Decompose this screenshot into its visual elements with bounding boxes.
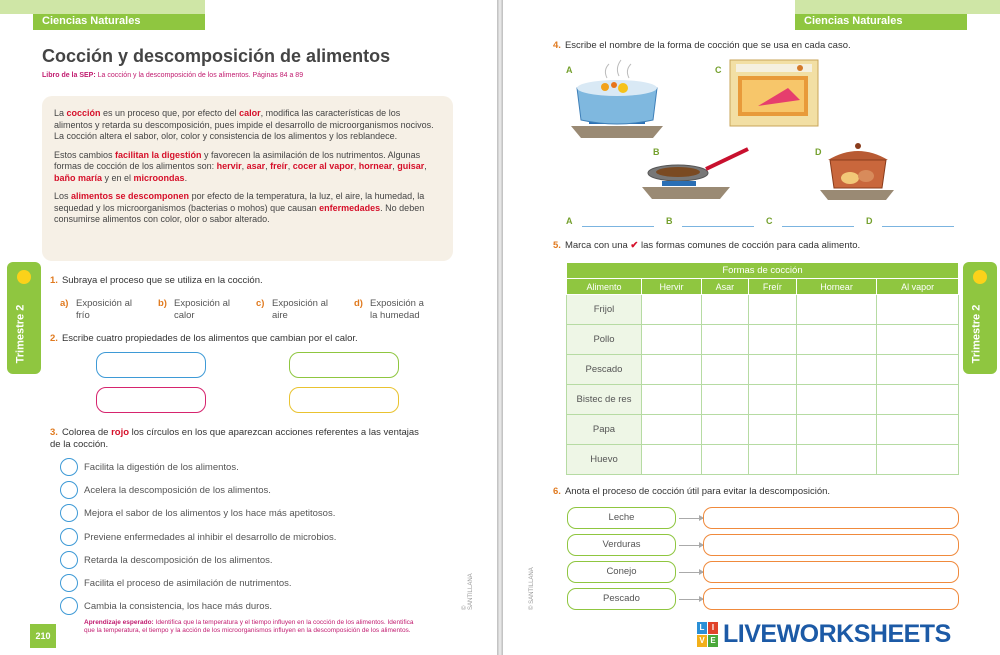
list-item <box>60 458 440 478</box>
check-cell[interactable] <box>877 445 959 475</box>
answer-blank-b[interactable] <box>682 226 754 227</box>
check-cell[interactable] <box>748 325 796 355</box>
check-cell[interactable] <box>702 445 749 475</box>
info-text: , <box>353 161 359 171</box>
info-paragraph-2 <box>54 150 441 185</box>
learning-note: Aprendizaje esperado: Identifica que la temperatura y el tiempo influyen en la cocción de los alimentos. Identifica que la temperatura, el tiempo y la acción de los microorganismos influyen en la descomposición de los alimentos. <box>84 619 414 634</box>
property-field-4[interactable] <box>289 387 399 413</box>
subject-label-right: Ciencias Naturales <box>804 15 903 27</box>
info-text: , modifica las características de los alimentos y retarda su descomposición, pues impide el desarrollo de microorganismos nocivos. La cocción altera el sabor, olor, color y consistencia de los alimentos y los reblandece. <box>54 108 434 141</box>
answer-label-c: C <box>766 216 773 226</box>
check-cell[interactable] <box>642 415 702 445</box>
property-field-3[interactable] <box>96 387 206 413</box>
check-cell[interactable] <box>877 385 959 415</box>
option-b[interactable] <box>158 298 248 324</box>
check-cell[interactable] <box>702 415 749 445</box>
oven-illustration <box>728 58 820 128</box>
food-cell: Pollo <box>567 325 642 355</box>
check-cell[interactable] <box>748 415 796 445</box>
list-item-text: Acelera la descomposición de los alimentos. <box>84 485 271 497</box>
check-cell[interactable] <box>748 355 796 385</box>
info-text: , <box>424 161 427 171</box>
highlighted-term: calor <box>239 108 261 118</box>
food-label: Conejo <box>567 561 676 583</box>
arrow-icon <box>679 572 703 573</box>
table-title: Formas de cocción <box>567 263 959 279</box>
list-item-text: Retarda la descomposición de los alimentos. <box>84 554 273 566</box>
highlighted-term: baño maría <box>54 172 103 183</box>
check-cell[interactable] <box>702 355 749 385</box>
frying-pan-illustration <box>640 145 750 200</box>
question-1: 1. Subraya el proceso que se utiliza en la cocción. <box>50 275 263 286</box>
option-a[interactable] <box>60 298 150 324</box>
check-cell[interactable] <box>748 295 796 325</box>
check-cell[interactable] <box>642 295 702 325</box>
info-text: . No deben consumirse alimentos con color, olor o sabor alterado. <box>54 202 425 224</box>
table-row <box>567 355 959 385</box>
arrow-icon <box>679 545 703 546</box>
trimester-label: Trimestre 2 <box>14 304 27 364</box>
publisher-credit-right: © SANTILLANA <box>529 567 535 610</box>
property-field-2[interactable] <box>289 352 399 378</box>
info-text: y en el <box>102 172 134 183</box>
answer-field[interactable] <box>703 588 959 610</box>
answer-blank-d[interactable] <box>882 226 954 227</box>
image-label-a: A <box>566 65 573 75</box>
option-letter: d) <box>354 298 363 309</box>
list-item-text: Facilita el proceso de asimilación de nutrimentos. <box>84 578 292 589</box>
color-circle[interactable] <box>60 597 78 615</box>
option-letter: a) <box>60 298 69 309</box>
info-paragraph-3 <box>54 191 441 226</box>
food-cell: Pescado <box>567 355 642 385</box>
arrow-icon <box>679 599 703 600</box>
info-text: y favorecen la asimilación de los nutrimentos. Algunas formas de cocción de los alimentos son: <box>54 149 421 171</box>
table-header-row <box>567 279 959 295</box>
answer-label-d: D <box>866 216 873 226</box>
check-cell[interactable] <box>702 385 749 415</box>
publisher-credit: © SANTILLANA <box>462 573 474 610</box>
info-text: , <box>287 161 293 171</box>
list-item <box>60 481 440 501</box>
column-header: Asar <box>702 279 749 295</box>
highlighted-term: cocer al vapor <box>292 161 354 171</box>
boiling-pot-illustration <box>567 58 667 138</box>
property-field-1[interactable] <box>96 352 206 378</box>
check-cell[interactable] <box>702 325 749 355</box>
table-row <box>567 415 959 445</box>
info-text: La <box>54 108 67 118</box>
answer-field[interactable] <box>703 561 959 583</box>
food-label: Verduras <box>567 534 676 556</box>
highlighted-term: hervir <box>216 161 242 171</box>
check-cell[interactable] <box>642 445 702 475</box>
option-text: Exposición al aire <box>272 298 328 321</box>
check-cell[interactable] <box>796 325 876 355</box>
question-3: 3. Colorea de rojo los círculos en los que aparezcan acciones referentes a las ventajas de la cocción. <box>50 427 419 450</box>
check-cell[interactable] <box>748 445 796 475</box>
list-item-text: Cambia la consistencia, los hace más duros. <box>84 601 272 613</box>
option-letter: b) <box>158 298 167 309</box>
left-page <box>0 0 497 655</box>
subject-label: Ciencias Naturales <box>42 15 141 27</box>
check-cell[interactable] <box>702 295 749 325</box>
highlighted-term: microondas <box>133 172 185 183</box>
info-text: , <box>241 161 247 171</box>
info-box <box>42 96 453 261</box>
logo-text: LIVEWORKSHEETS <box>723 620 951 648</box>
color-circle[interactable] <box>60 481 78 499</box>
list-item-text: Mejora el sabor de los alimentos y los hace más apetitosos. <box>84 508 336 520</box>
check-cell[interactable] <box>877 355 959 385</box>
checkmark-icon: ✔ <box>630 240 639 251</box>
column-header: Freír <box>748 279 796 295</box>
info-text: por efecto de la temperatura, la luz, el aire, la humedad, la sequedad y los microorganismos (bacterias o mohos) que causan <box>54 191 425 213</box>
highlighted-term: cocción <box>66 108 101 118</box>
highlighted-term: freír <box>270 161 288 171</box>
option-c[interactable] <box>256 298 346 324</box>
check-cell[interactable] <box>642 385 702 415</box>
food-cell: Frijol <box>567 295 642 325</box>
column-header: Hornear <box>796 279 876 295</box>
info-text: es un proceso que, por efecto del <box>100 108 240 118</box>
image-label-d: D <box>815 147 822 157</box>
question-6: 6. Anota el proceso de cocción útil para evitar la descomposición. <box>553 486 831 497</box>
table-row <box>567 385 959 415</box>
check-cell[interactable] <box>796 445 876 475</box>
arrow-icon <box>679 518 703 519</box>
sun-icon <box>17 270 31 284</box>
answer-field[interactable] <box>703 507 959 529</box>
answer-label-a: A <box>566 216 573 226</box>
table-row <box>567 445 959 475</box>
check-cell[interactable] <box>796 355 876 385</box>
check-cell[interactable] <box>642 325 702 355</box>
trimester-tab <box>7 262 41 374</box>
info-text: , <box>392 161 398 171</box>
list-item <box>60 551 440 571</box>
list-item-text: Previene enfermedades al inhibir el desarrollo de microbios. <box>84 531 337 543</box>
check-cell[interactable] <box>877 295 959 325</box>
check-cell[interactable] <box>796 415 876 445</box>
table-row <box>567 325 959 355</box>
check-cell[interactable] <box>796 295 876 325</box>
right-page <box>503 0 1000 655</box>
food-label: Pescado <box>567 588 676 610</box>
color-circle[interactable] <box>60 574 78 592</box>
cooking-methods-table <box>566 262 959 475</box>
info-paragraph-1 <box>54 108 441 143</box>
logo-grid-icon: L I V E <box>697 622 719 648</box>
info-text: . <box>184 172 188 183</box>
sun-icon <box>973 270 987 284</box>
option-text: Exposición al calor <box>174 298 230 321</box>
check-cell[interactable] <box>748 385 796 415</box>
highlighted-term: hornear <box>358 161 393 171</box>
food-label: Leche <box>567 507 676 529</box>
color-circle[interactable] <box>60 551 78 569</box>
check-cell[interactable] <box>642 355 702 385</box>
answer-blank-a[interactable] <box>582 226 654 227</box>
list-item <box>60 528 440 548</box>
highlighted-term: asar <box>246 161 266 171</box>
highlighted-term: enfermedades <box>319 202 381 213</box>
page-title: Cocción y descomposición de alimentos <box>42 46 391 66</box>
image-label-c: C <box>715 65 722 75</box>
page-number: 210 <box>30 624 56 648</box>
question-5: 5. Marca con una ✔ las formas comunes de cocción para cada alimento. <box>553 240 861 251</box>
highlighted-term: guisar <box>397 161 425 171</box>
list-item-text: Facilita la digestión de los alimentos. <box>84 462 239 473</box>
check-cell[interactable] <box>877 415 959 445</box>
food-cell: Bistec de res <box>567 385 642 415</box>
answer-field[interactable] <box>703 534 959 556</box>
option-text: Exposición al frío <box>76 298 132 321</box>
color-circle[interactable] <box>60 504 78 522</box>
answer-blank-c[interactable] <box>782 226 854 227</box>
sep-reference: Libro de la SEP: La cocción y la descomposición de los alimentos. Páginas 84 a 89 <box>42 72 304 79</box>
info-text: , <box>265 161 271 171</box>
image-label-b: B <box>653 147 660 157</box>
check-cell[interactable] <box>796 385 876 415</box>
highlighted-term: facilitan la digestión <box>115 149 202 160</box>
question-2: 2. Escribe cuatro propiedades de los alimentos que cambian por el calor. <box>50 333 358 344</box>
column-header: Alimento <box>567 279 642 295</box>
option-text: Exposición a la humedad <box>370 298 424 321</box>
color-circle[interactable] <box>60 458 78 476</box>
check-cell[interactable] <box>877 325 959 355</box>
column-header: Al vapor <box>877 279 959 295</box>
food-cell: Huevo <box>567 445 642 475</box>
answer-label-b: B <box>666 216 673 226</box>
option-letter: c) <box>256 298 265 309</box>
trimester-tab-right <box>963 262 997 374</box>
color-circle[interactable] <box>60 528 78 546</box>
list-item <box>60 597 440 617</box>
table-row <box>567 295 959 325</box>
info-text: Estos cambios <box>54 149 116 160</box>
list-item <box>60 504 440 524</box>
info-text: Los <box>54 191 72 201</box>
question-4: 4. Escribe el nombre de la forma de cocción que se usa en cada caso. <box>553 40 851 51</box>
food-cell: Papa <box>567 415 642 445</box>
option-d[interactable] <box>354 298 444 324</box>
trimester-label-right: Trimestre 2 <box>970 304 983 364</box>
list-item <box>60 574 440 594</box>
highlighted-term: alimentos se descomponen <box>71 191 190 201</box>
column-header: Hervir <box>642 279 702 295</box>
steamer-pot-illustration <box>818 138 898 200</box>
